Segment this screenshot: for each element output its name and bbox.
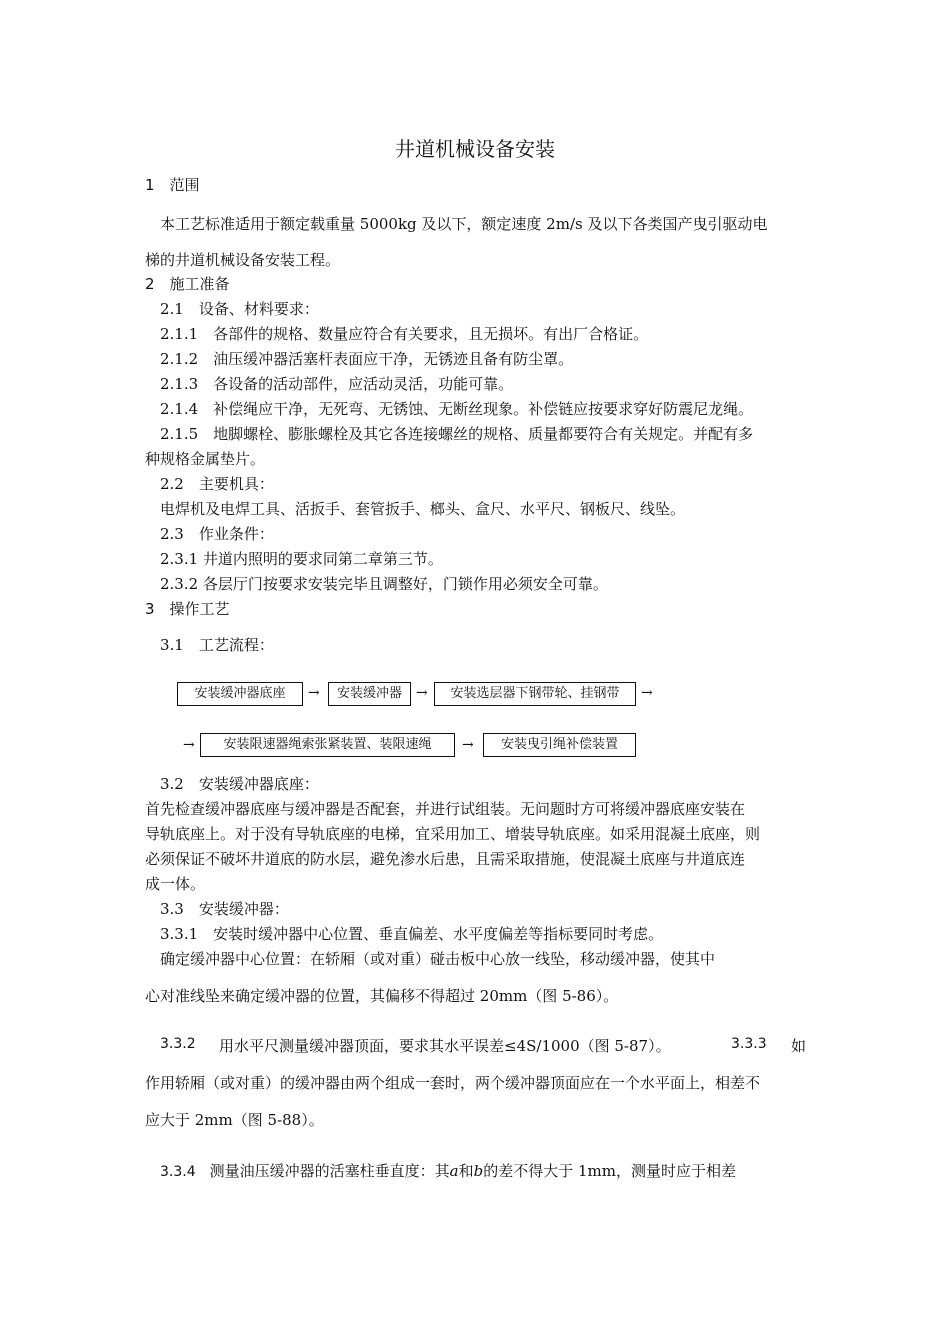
- clause-3-3-1-text-line-1: 确定缓冲器中心位置：在轿厢（或对重）碰击板中心放一线坠，移动缓冲器，使其中: [160, 950, 716, 968]
- clause-3-3-1-text-line-2: 心对准线坠来确定缓冲器的位置，其偏移不得超过 20mm（图 5-86）。: [145, 987, 619, 1005]
- clause-2-1-2: 2.1.2 油压缓冲器活塞杆表面应干净，无锈迹且备有防尘罩。: [160, 350, 574, 368]
- clause-2-2-text: 电焊机及电焊工具、活扳手、套管扳手、榔头、盒尺、水平尺、钢板尺、线坠。: [160, 500, 686, 518]
- page-title: 井道机械设备安装: [395, 137, 555, 161]
- clause-3-1: 3.1 工艺流程：: [160, 636, 274, 654]
- flow-step-5: 安装曳引绳补偿装置: [483, 733, 636, 757]
- clause-2-1-4: 2.1.4 补偿绳应干净，无死弯、无锈蚀、无断丝现象。补偿链应按要求穿好防震尼龙绳。: [160, 400, 754, 418]
- flow-arrow-icon: →: [308, 685, 320, 701]
- clause-3-3-4: [160, 1160, 736, 1181]
- clause-2-1-1: 2.1.1 各部件的规格、数量应符合有关要求，且无损坏。有出厂合格证。: [160, 325, 649, 343]
- clause-3-2-text-line-3: 必须保证不破坏井道底的防水层，避免渗水后患，且需采取措施，使混凝土底座与井道底连: [145, 850, 746, 868]
- clause-3-3-3-text-line-2: 作用轿厢（或对重）的缓冲器由两个组成一套时，两个缓冲器顶面应在一个水平面上，相差不: [145, 1074, 761, 1092]
- clause-3-3-3-first-word: 如: [791, 1037, 807, 1055]
- section-2-heading: 2 施工准备: [145, 275, 230, 293]
- clause-2-3-2: 2.3.2 各层厅门按要求安装完毕且调整好，门锁作用必须安全可靠。: [160, 575, 608, 593]
- flow-arrow-icon: →: [416, 685, 428, 701]
- section-1-paragraph-line-1: 本工艺标准适用于额定载重量 5000kg 及以下，额定速度 2m/s 及以下各类国产曳引驱动电: [160, 215, 768, 233]
- variable-a: a: [449, 1162, 459, 1180]
- clause-2-1-3: 2.1.3 各设备的活动部件，应活动灵活，功能可靠。: [160, 375, 514, 393]
- clause-3-3-2-text: 用水平尺测量缓冲器顶面，要求其水平误差≤4S/1000（图 5-87）。: [219, 1037, 671, 1055]
- clause-2-2: 2.2 主要机具：: [160, 475, 274, 493]
- flow-arrow-icon: →: [641, 685, 653, 701]
- section-3-heading: 3 操作工艺: [145, 600, 230, 618]
- clause-3-3: 3.3 安装缓冲器：: [160, 900, 289, 918]
- clause-3-3-3-number: 3.3.3: [731, 1036, 767, 1052]
- flow-arrow-icon: →: [462, 737, 474, 753]
- clause-3-3-4-mid: 和: [458, 1162, 474, 1180]
- clause-2-3-1: 2.3.1 井道内照明的要求同第二章第三节。: [160, 550, 443, 568]
- section-1-heading: 1 范围: [145, 176, 200, 194]
- clause-3-3-3-text-line-3: 应大于 2mm（图 5-88）。: [145, 1111, 324, 1129]
- flow-step-3: 安装选层器下钢带轮、挂钢带: [434, 682, 636, 706]
- clause-3-2-text-line-4: 成一体。: [145, 875, 206, 893]
- section-1-paragraph-line-2: 梯的井道机械设备安装工程。: [145, 251, 341, 269]
- variable-b: b: [473, 1162, 484, 1180]
- clause-2-3: 2.3 作业条件：: [160, 525, 274, 543]
- clause-3-3-1: 3.3.1 安装时缓冲器中心位置、垂直偏差、水平度偏差等指标要同时考虑。: [160, 925, 664, 943]
- clause-3-3-4-number: 3.3.4: [160, 1164, 196, 1180]
- clause-2-1-5-line-1: 2.1.5 地脚螺栓、膨胀螺栓及其它各连接螺丝的规格、质量都要符合有关规定。并配有多: [160, 425, 754, 443]
- flow-step-1: 安装缓冲器底座: [177, 682, 303, 706]
- clause-3-2: 3.2 安装缓冲器底座：: [160, 775, 319, 793]
- clause-3-2-text-line-1: 首先检查缓冲器底座与缓冲器是否配套，并进行试组装。无问题时方可将缓冲器底座安装在: [145, 800, 746, 818]
- flow-step-2: 安装缓冲器: [328, 682, 411, 706]
- flow-step-4: 安装限速器绳索张紧装置、装限速绳: [200, 733, 455, 757]
- clause-3-3-4-post: 的差不得大于 1mm，测量时应于相差: [483, 1162, 736, 1180]
- clause-3-3-2-number: 3.3.2: [160, 1036, 196, 1052]
- clause-3-3-4-pre: 测量油压缓冲器的活塞柱垂直度：其: [209, 1162, 450, 1180]
- clause-2-1-5-line-2: 种规格金属垫片。: [145, 450, 266, 468]
- flow-arrow-icon: →: [183, 737, 195, 753]
- clause-2-1: 2.1 设备、材料要求：: [160, 300, 319, 318]
- clause-3-2-text-line-2: 导轨底座上。对于没有导轨底座的电梯，宜采用加工、增装导轨底座。如采用混凝土底座，则: [145, 825, 761, 843]
